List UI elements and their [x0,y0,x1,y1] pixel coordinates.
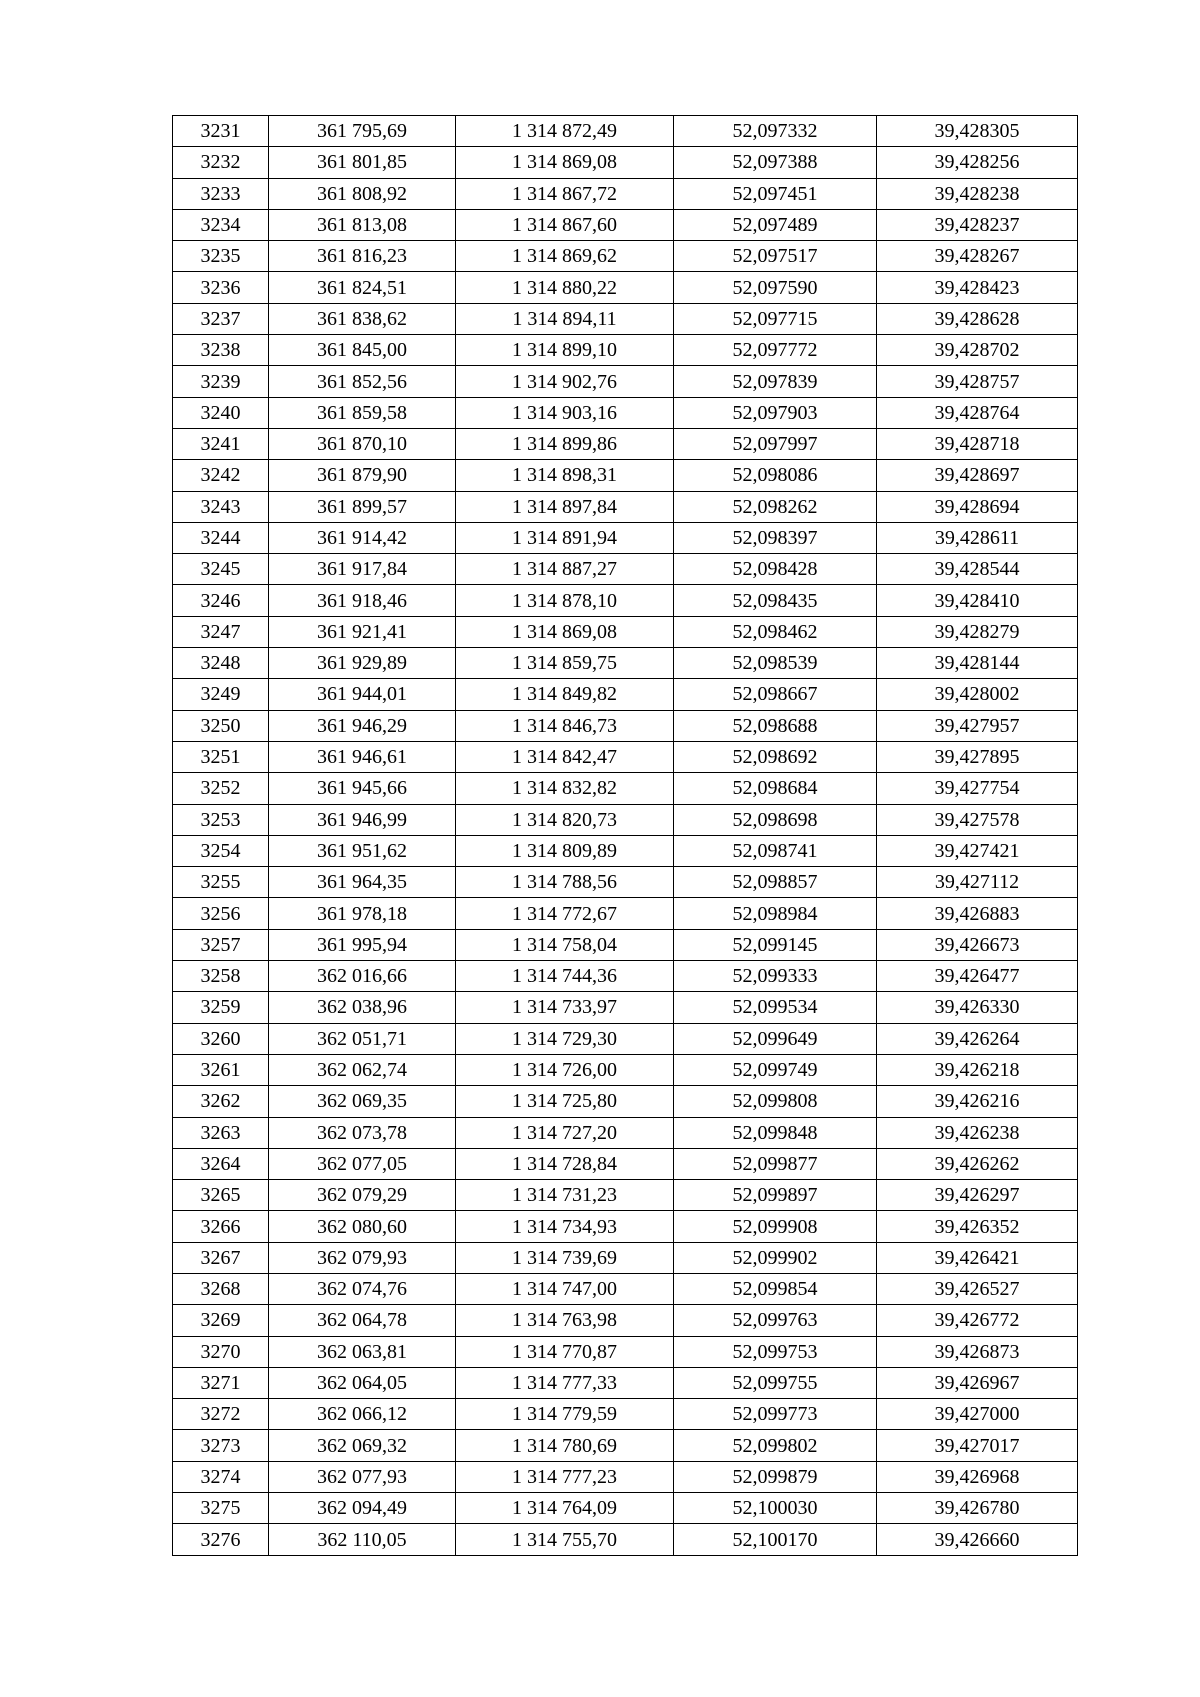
y-coordinate-cell: 1 314 869,08 [456,616,674,647]
x-coordinate-cell: 361 852,56 [269,366,456,397]
latitude-cell: 52,098984 [674,898,877,929]
table-row [173,1117,1078,1148]
latitude-cell: 52,098435 [674,585,877,616]
y-coordinate-cell: 1 314 867,72 [456,178,674,209]
point-number-cell: 3243 [173,491,269,522]
x-coordinate-cell: 362 016,66 [269,961,456,992]
table-row [173,147,1078,178]
y-coordinate-cell: 1 314 887,27 [456,554,674,585]
longitude-cell: 39,426297 [877,1180,1078,1211]
latitude-cell: 52,099854 [674,1273,877,1304]
x-coordinate-cell: 362 064,78 [269,1305,456,1336]
x-coordinate-cell: 362 079,29 [269,1180,456,1211]
longitude-cell: 39,427000 [877,1399,1078,1430]
x-coordinate-cell: 361 964,35 [269,867,456,898]
x-coordinate-cell: 362 051,71 [269,1023,456,1054]
longitude-cell: 39,426772 [877,1305,1078,1336]
longitude-cell: 39,428144 [877,648,1078,679]
table-row [173,773,1078,804]
latitude-cell: 52,097772 [674,335,877,366]
x-coordinate-cell: 361 795,69 [269,116,456,147]
point-number-cell: 3233 [173,178,269,209]
y-coordinate-cell: 1 314 777,33 [456,1367,674,1398]
longitude-cell: 39,427895 [877,741,1078,772]
table-row [173,741,1078,772]
point-number-cell: 3241 [173,428,269,459]
latitude-cell: 52,099802 [674,1430,877,1461]
y-coordinate-cell: 1 314 891,94 [456,522,674,553]
y-coordinate-cell: 1 314 899,10 [456,335,674,366]
y-coordinate-cell: 1 314 777,23 [456,1461,674,1492]
latitude-cell: 52,097715 [674,303,877,334]
longitude-cell: 39,426216 [877,1086,1078,1117]
latitude-cell: 52,099145 [674,929,877,960]
latitude-cell: 52,099534 [674,992,877,1023]
point-number-cell: 3263 [173,1117,269,1148]
longitude-cell: 39,426660 [877,1524,1078,1555]
longitude-cell: 39,427754 [877,773,1078,804]
table-row [173,835,1078,866]
x-coordinate-cell: 361 946,61 [269,741,456,772]
table-row [173,1524,1078,1555]
longitude-cell: 39,428279 [877,616,1078,647]
y-coordinate-cell: 1 314 733,97 [456,992,674,1023]
latitude-cell: 52,097517 [674,241,877,272]
latitude-cell: 52,100030 [674,1493,877,1524]
point-number-cell: 3274 [173,1461,269,1492]
table-row [173,867,1078,898]
y-coordinate-cell: 1 314 747,00 [456,1273,674,1304]
x-coordinate-cell: 361 918,46 [269,585,456,616]
point-number-cell: 3236 [173,272,269,303]
table-row [173,710,1078,741]
point-number-cell: 3275 [173,1493,269,1524]
longitude-cell: 39,428267 [877,241,1078,272]
longitude-cell: 39,428628 [877,303,1078,334]
y-coordinate-cell: 1 314 731,23 [456,1180,674,1211]
x-coordinate-cell: 362 069,32 [269,1430,456,1461]
point-number-cell: 3258 [173,961,269,992]
x-coordinate-cell: 361 808,92 [269,178,456,209]
x-coordinate-cell: 361 838,62 [269,303,456,334]
table-row [173,1493,1078,1524]
x-coordinate-cell: 362 064,05 [269,1367,456,1398]
latitude-cell: 52,099879 [674,1461,877,1492]
x-coordinate-cell: 362 094,49 [269,1493,456,1524]
x-coordinate-cell: 362 074,76 [269,1273,456,1304]
x-coordinate-cell: 361 929,89 [269,648,456,679]
y-coordinate-cell: 1 314 725,80 [456,1086,674,1117]
longitude-cell: 39,428256 [877,147,1078,178]
y-coordinate-cell: 1 314 770,87 [456,1336,674,1367]
point-number-cell: 3260 [173,1023,269,1054]
point-number-cell: 3270 [173,1336,269,1367]
latitude-cell: 52,099333 [674,961,877,992]
point-number-cell: 3239 [173,366,269,397]
x-coordinate-cell: 361 859,58 [269,397,456,428]
y-coordinate-cell: 1 314 820,73 [456,804,674,835]
table-row [173,1305,1078,1336]
latitude-cell: 52,098539 [674,648,877,679]
point-number-cell: 3257 [173,929,269,960]
latitude-cell: 52,099649 [674,1023,877,1054]
longitude-cell: 39,426967 [877,1367,1078,1398]
table-row [173,209,1078,240]
longitude-cell: 39,428423 [877,272,1078,303]
latitude-cell: 52,098684 [674,773,877,804]
latitude-cell: 52,099755 [674,1367,877,1398]
point-number-cell: 3235 [173,241,269,272]
table-row [173,1430,1078,1461]
y-coordinate-cell: 1 314 772,67 [456,898,674,929]
table-row [173,616,1078,647]
latitude-cell: 52,098741 [674,835,877,866]
table-row [173,929,1078,960]
longitude-cell: 39,427421 [877,835,1078,866]
y-coordinate-cell: 1 314 872,49 [456,116,674,147]
y-coordinate-cell: 1 314 832,82 [456,773,674,804]
latitude-cell: 52,097590 [674,272,877,303]
point-number-cell: 3242 [173,460,269,491]
longitude-cell: 39,428611 [877,522,1078,553]
latitude-cell: 52,097332 [674,116,877,147]
latitude-cell: 52,097451 [674,178,877,209]
latitude-cell: 52,099808 [674,1086,877,1117]
longitude-cell: 39,428718 [877,428,1078,459]
longitude-cell: 39,428697 [877,460,1078,491]
y-coordinate-cell: 1 314 728,84 [456,1148,674,1179]
point-number-cell: 3272 [173,1399,269,1430]
y-coordinate-cell: 1 314 755,70 [456,1524,674,1555]
longitude-cell: 39,428702 [877,335,1078,366]
longitude-cell: 39,426968 [877,1461,1078,1492]
y-coordinate-cell: 1 314 902,76 [456,366,674,397]
x-coordinate-cell: 362 066,12 [269,1399,456,1430]
x-coordinate-cell: 362 062,74 [269,1054,456,1085]
point-number-cell: 3254 [173,835,269,866]
y-coordinate-cell: 1 314 764,09 [456,1493,674,1524]
y-coordinate-cell: 1 314 726,00 [456,1054,674,1085]
y-coordinate-cell: 1 314 727,20 [456,1117,674,1148]
x-coordinate-cell: 361 816,23 [269,241,456,272]
point-number-cell: 3237 [173,303,269,334]
point-number-cell: 3234 [173,209,269,240]
y-coordinate-cell: 1 314 729,30 [456,1023,674,1054]
y-coordinate-cell: 1 314 739,69 [456,1242,674,1273]
point-number-cell: 3256 [173,898,269,929]
longitude-cell: 39,426218 [877,1054,1078,1085]
x-coordinate-cell: 361 879,90 [269,460,456,491]
point-number-cell: 3240 [173,397,269,428]
y-coordinate-cell: 1 314 779,59 [456,1399,674,1430]
table-row [173,366,1078,397]
y-coordinate-cell: 1 314 859,75 [456,648,674,679]
latitude-cell: 52,099902 [674,1242,877,1273]
x-coordinate-cell: 361 870,10 [269,428,456,459]
latitude-cell: 52,098688 [674,710,877,741]
y-coordinate-cell: 1 314 734,93 [456,1211,674,1242]
point-number-cell: 3253 [173,804,269,835]
y-coordinate-cell: 1 314 869,08 [456,147,674,178]
longitude-cell: 39,426527 [877,1273,1078,1304]
latitude-cell: 52,099897 [674,1180,877,1211]
x-coordinate-cell: 362 077,05 [269,1148,456,1179]
latitude-cell: 52,097489 [674,209,877,240]
point-number-cell: 3262 [173,1086,269,1117]
longitude-cell: 39,426330 [877,992,1078,1023]
longitude-cell: 39,427112 [877,867,1078,898]
longitude-cell: 39,428305 [877,116,1078,147]
latitude-cell: 52,099753 [674,1336,877,1367]
x-coordinate-cell: 362 038,96 [269,992,456,1023]
latitude-cell: 52,098857 [674,867,877,898]
table-row [173,303,1078,334]
table-row [173,491,1078,522]
longitude-cell: 39,428002 [877,679,1078,710]
point-number-cell: 3259 [173,992,269,1023]
y-coordinate-cell: 1 314 849,82 [456,679,674,710]
table-row [173,241,1078,272]
point-number-cell: 3247 [173,616,269,647]
table-row [173,1367,1078,1398]
x-coordinate-cell: 361 951,62 [269,835,456,866]
x-coordinate-cell: 362 073,78 [269,1117,456,1148]
table-row [173,397,1078,428]
x-coordinate-cell: 361 946,99 [269,804,456,835]
x-coordinate-cell: 361 801,85 [269,147,456,178]
latitude-cell: 52,099908 [674,1211,877,1242]
table-row [173,554,1078,585]
latitude-cell: 52,098667 [674,679,877,710]
table-row [173,585,1078,616]
point-number-cell: 3273 [173,1430,269,1461]
point-number-cell: 3244 [173,522,269,553]
x-coordinate-cell: 361 921,41 [269,616,456,647]
y-coordinate-cell: 1 314 897,84 [456,491,674,522]
x-coordinate-cell: 361 899,57 [269,491,456,522]
point-number-cell: 3231 [173,116,269,147]
point-number-cell: 3267 [173,1242,269,1273]
longitude-cell: 39,428757 [877,366,1078,397]
point-number-cell: 3232 [173,147,269,178]
x-coordinate-cell: 362 063,81 [269,1336,456,1367]
table-row [173,1273,1078,1304]
longitude-cell: 39,428410 [877,585,1078,616]
table-row [173,116,1078,147]
x-coordinate-cell: 361 945,66 [269,773,456,804]
x-coordinate-cell: 362 080,60 [269,1211,456,1242]
latitude-cell: 52,098692 [674,741,877,772]
point-number-cell: 3276 [173,1524,269,1555]
y-coordinate-cell: 1 314 788,56 [456,867,674,898]
latitude-cell: 52,098462 [674,616,877,647]
latitude-cell: 52,098428 [674,554,877,585]
longitude-cell: 39,427578 [877,804,1078,835]
x-coordinate-cell: 362 069,35 [269,1086,456,1117]
x-coordinate-cell: 361 845,00 [269,335,456,366]
latitude-cell: 52,098262 [674,491,877,522]
latitude-cell: 52,097997 [674,428,877,459]
table-row [173,992,1078,1023]
point-number-cell: 3249 [173,679,269,710]
x-coordinate-cell: 361 824,51 [269,272,456,303]
y-coordinate-cell: 1 314 780,69 [456,1430,674,1461]
table-row [173,428,1078,459]
table-row [173,1211,1078,1242]
y-coordinate-cell: 1 314 744,36 [456,961,674,992]
y-coordinate-cell: 1 314 842,47 [456,741,674,772]
table-row [173,648,1078,679]
x-coordinate-cell: 361 914,42 [269,522,456,553]
latitude-cell: 52,097839 [674,366,877,397]
point-number-cell: 3261 [173,1054,269,1085]
table-row [173,1242,1078,1273]
y-coordinate-cell: 1 314 809,89 [456,835,674,866]
latitude-cell: 52,100170 [674,1524,877,1555]
y-coordinate-cell: 1 314 903,16 [456,397,674,428]
longitude-cell: 39,426262 [877,1148,1078,1179]
table-row [173,522,1078,553]
y-coordinate-cell: 1 314 758,04 [456,929,674,960]
longitude-cell: 39,426421 [877,1242,1078,1273]
longitude-cell: 39,428694 [877,491,1078,522]
y-coordinate-cell: 1 314 878,10 [456,585,674,616]
table-row [173,1086,1078,1117]
table-row [173,1461,1078,1492]
point-number-cell: 3252 [173,773,269,804]
point-number-cell: 3238 [173,335,269,366]
table-row [173,679,1078,710]
latitude-cell: 52,098698 [674,804,877,835]
point-number-cell: 3250 [173,710,269,741]
longitude-cell: 39,427957 [877,710,1078,741]
x-coordinate-cell: 361 917,84 [269,554,456,585]
y-coordinate-cell: 1 314 894,11 [456,303,674,334]
x-coordinate-cell: 361 813,08 [269,209,456,240]
x-coordinate-cell: 362 079,93 [269,1242,456,1273]
point-number-cell: 3265 [173,1180,269,1211]
y-coordinate-cell: 1 314 763,98 [456,1305,674,1336]
point-number-cell: 3268 [173,1273,269,1304]
latitude-cell: 52,099773 [674,1399,877,1430]
y-coordinate-cell: 1 314 869,62 [456,241,674,272]
longitude-cell: 39,426477 [877,961,1078,992]
point-number-cell: 3266 [173,1211,269,1242]
longitude-cell: 39,426673 [877,929,1078,960]
coordinates-table-body [173,116,1078,1556]
table-row [173,178,1078,209]
latitude-cell: 52,097388 [674,147,877,178]
table-row [173,1336,1078,1367]
x-coordinate-cell: 362 077,93 [269,1461,456,1492]
point-number-cell: 3269 [173,1305,269,1336]
longitude-cell: 39,428544 [877,554,1078,585]
point-number-cell: 3271 [173,1367,269,1398]
table-row [173,1180,1078,1211]
x-coordinate-cell: 361 944,01 [269,679,456,710]
point-number-cell: 3264 [173,1148,269,1179]
y-coordinate-cell: 1 314 867,60 [456,209,674,240]
longitude-cell: 39,428238 [877,178,1078,209]
point-number-cell: 3246 [173,585,269,616]
coordinates-table [172,115,1078,1556]
x-coordinate-cell: 362 110,05 [269,1524,456,1555]
latitude-cell: 52,098397 [674,522,877,553]
longitude-cell: 39,426238 [877,1117,1078,1148]
latitude-cell: 52,099763 [674,1305,877,1336]
table-row [173,272,1078,303]
latitude-cell: 52,099749 [674,1054,877,1085]
table-row [173,335,1078,366]
y-coordinate-cell: 1 314 846,73 [456,710,674,741]
table-row [173,961,1078,992]
table-row [173,1054,1078,1085]
table-row [173,804,1078,835]
latitude-cell: 52,098086 [674,460,877,491]
y-coordinate-cell: 1 314 899,86 [456,428,674,459]
table-row [173,460,1078,491]
y-coordinate-cell: 1 314 880,22 [456,272,674,303]
point-number-cell: 3255 [173,867,269,898]
longitude-cell: 39,426883 [877,898,1078,929]
x-coordinate-cell: 361 978,18 [269,898,456,929]
latitude-cell: 52,097903 [674,397,877,428]
longitude-cell: 39,428237 [877,209,1078,240]
point-number-cell: 3251 [173,741,269,772]
longitude-cell: 39,426780 [877,1493,1078,1524]
longitude-cell: 39,428764 [877,397,1078,428]
latitude-cell: 52,099848 [674,1117,877,1148]
table-row [173,1148,1078,1179]
latitude-cell: 52,099877 [674,1148,877,1179]
longitude-cell: 39,426873 [877,1336,1078,1367]
x-coordinate-cell: 361 995,94 [269,929,456,960]
longitude-cell: 39,427017 [877,1430,1078,1461]
point-number-cell: 3245 [173,554,269,585]
point-number-cell: 3248 [173,648,269,679]
x-coordinate-cell: 361 946,29 [269,710,456,741]
longitude-cell: 39,426352 [877,1211,1078,1242]
y-coordinate-cell: 1 314 898,31 [456,460,674,491]
table-row [173,1399,1078,1430]
table-row [173,1023,1078,1054]
longitude-cell: 39,426264 [877,1023,1078,1054]
table-row [173,898,1078,929]
